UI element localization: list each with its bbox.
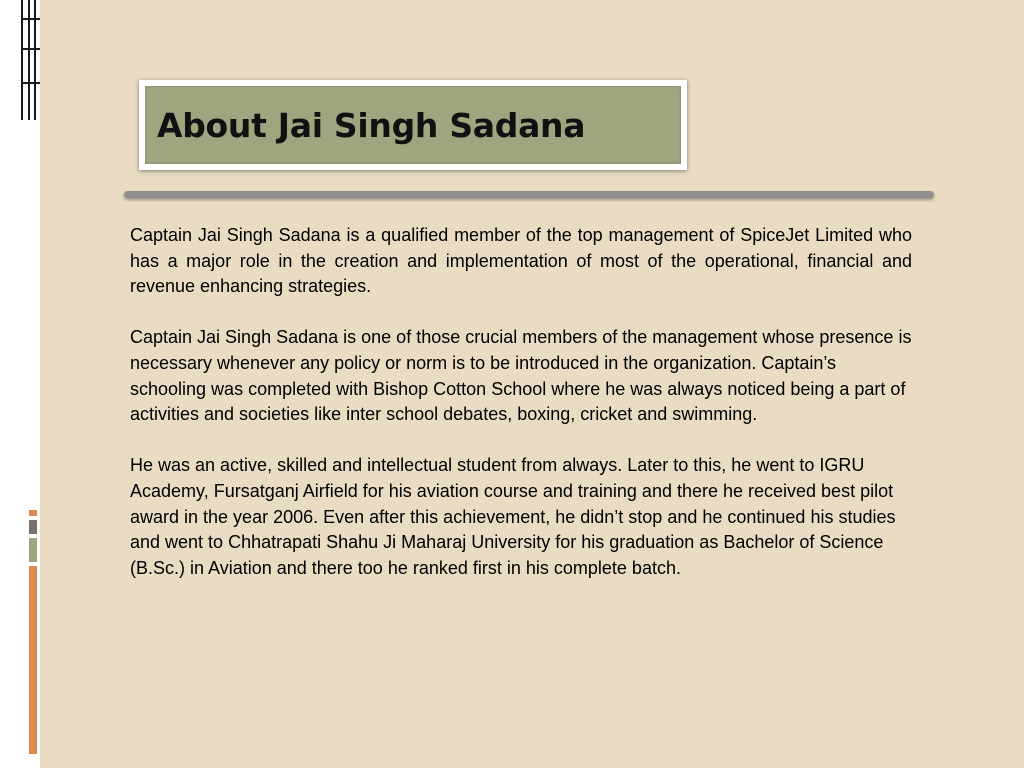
left-decorative-strip [0, 0, 40, 768]
title-frame [139, 80, 687, 170]
slide-title: About Jai Singh Sadana [157, 105, 586, 145]
slide-body [130, 223, 912, 607]
body-paragraph-3: He was an active, skilled and intellectual student from always. Later to this, he went to IGRU Academy, Fursatganj Airfield for his aviation course and training and there he received best pilot award in the year 2006. Even after this achievement, he didn’t stop and he continued his studies and went to Chhatrapati Shahu Ji Maharaj University for his graduation as Bachelor of Science (B.Sc.) in Aviation and there too he ranked first in his complete batch. [130, 455, 896, 578]
accent-bar-gray [29, 520, 37, 534]
title-panel [145, 86, 681, 164]
strip-line [21, 48, 40, 50]
body-paragraph-2: Captain Jai Singh Sadana is one of those crucial members of the management whose presence is necessary whenever any policy or norm is to be introduced in the organization. Captain’s schooling was completed with Bishop Cotton School where he was always noticed being a part of activities and societies like inter school debates, boxing, cricket and swimming. [130, 327, 912, 425]
accent-bar-orange-long [29, 566, 37, 754]
strip-line [21, 82, 40, 84]
body-paragraph-1: Captain Jai Singh Sadana is a qualified member of the top management of SpiceJet Limited who has a major role in the creation and implementation of most of the operational, financial and revenue enhancing strategies. [130, 225, 912, 297]
strip-line [21, 18, 40, 20]
title-divider [124, 191, 934, 198]
accent-bar-orange [29, 510, 37, 516]
accent-bar-green [29, 538, 37, 562]
